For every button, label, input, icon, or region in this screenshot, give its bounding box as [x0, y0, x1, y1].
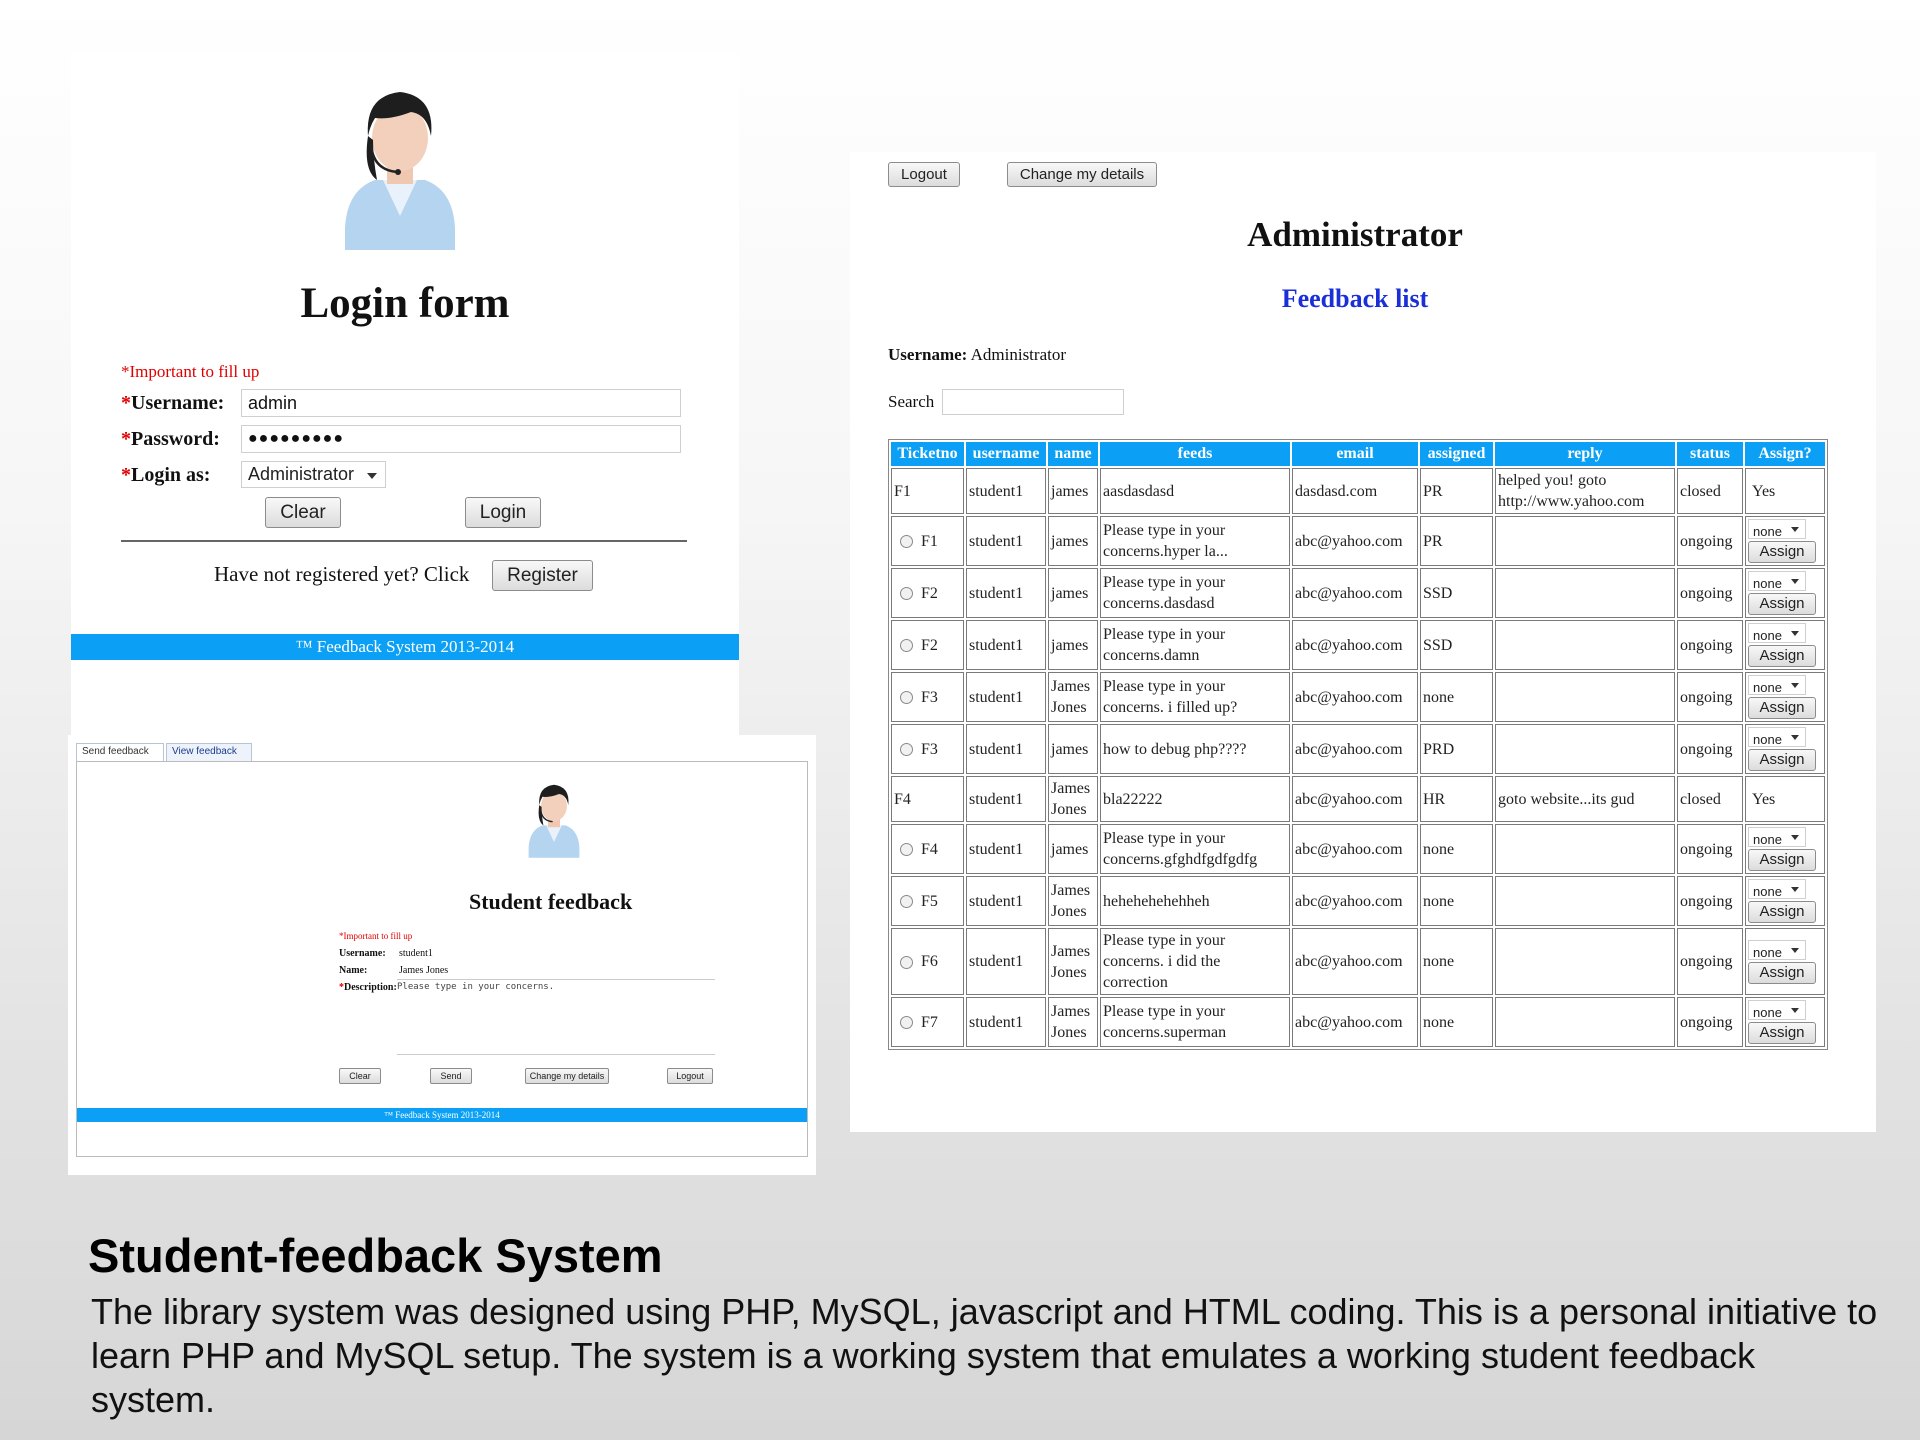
table-row	[891, 516, 1825, 566]
status-cell: closed	[1677, 468, 1743, 514]
assigned-cell: none	[1420, 824, 1493, 874]
feeds-cell: Please type in your concerns.superman	[1100, 997, 1290, 1047]
assign-button[interactable]: Assign	[1748, 593, 1816, 615]
table-row	[891, 568, 1825, 618]
assigned-cell: none	[1420, 876, 1493, 926]
table-row	[891, 928, 1825, 995]
footer-bar: ™ Feedback System 2013-2014	[77, 1108, 807, 1122]
assign-cell	[1745, 516, 1825, 566]
column-header: email	[1292, 442, 1418, 466]
email-cell: abc@yahoo.com	[1292, 876, 1418, 926]
status-cell: ongoing	[1677, 568, 1743, 618]
feeds-cell: Please type in your concerns. i did the correction	[1100, 928, 1290, 995]
email-cell: abc@yahoo.com	[1292, 516, 1418, 566]
assign-button[interactable]: Assign	[1748, 849, 1816, 871]
feeds-cell: Please type in your concerns.damn	[1100, 620, 1290, 670]
column-header: feeds	[1100, 442, 1290, 466]
row-select-radio[interactable]	[900, 956, 913, 969]
ticket-cell	[891, 824, 964, 874]
ticket-number: F4	[921, 840, 938, 858]
username-cell: student1	[966, 724, 1046, 774]
column-header: status	[1677, 442, 1743, 466]
tab-view-feedback[interactable]: View feedback	[166, 743, 252, 761]
username-cell: student1	[966, 997, 1046, 1047]
username-cell: student1	[966, 516, 1046, 566]
chevron-down-icon	[1791, 835, 1799, 840]
name-cell: james	[1048, 468, 1098, 514]
table-row	[891, 620, 1825, 670]
divider	[121, 540, 687, 542]
username-cell: student1	[966, 620, 1046, 670]
password-input[interactable]: ●●●●●●●●●	[241, 425, 681, 453]
login-panel	[71, 54, 739, 742]
feedback-table	[888, 439, 1828, 1050]
register-prompt: Have not registered yet? Click	[214, 562, 470, 586]
ticket-cell	[891, 724, 964, 774]
ticket-cell	[891, 620, 964, 670]
admin-panel	[850, 152, 1876, 1132]
name-cell: James Jones	[1048, 997, 1098, 1047]
assigned-cell: PR	[1420, 516, 1493, 566]
ticket-cell	[891, 516, 964, 566]
feeds-cell: how to debug php????	[1100, 724, 1290, 774]
ticket-number: F2	[921, 584, 938, 602]
name-value: James Jones	[399, 965, 449, 976]
search-input[interactable]	[942, 389, 1124, 415]
clear-button[interactable]: Clear	[339, 1068, 381, 1084]
table-row	[891, 468, 1825, 514]
clear-button[interactable]: Clear	[265, 497, 341, 528]
assign-select[interactable]	[1748, 675, 1806, 695]
status-cell: ongoing	[1677, 824, 1743, 874]
chevron-down-icon	[1791, 527, 1799, 532]
row-select-radio[interactable]	[900, 535, 913, 548]
username-label: *Username:	[121, 392, 225, 414]
reply-cell	[1495, 672, 1675, 722]
status-cell: ongoing	[1677, 724, 1743, 774]
table-row	[891, 672, 1825, 722]
assign-cell	[1745, 776, 1825, 822]
ticket-cell	[891, 468, 964, 514]
table-row	[891, 724, 1825, 774]
assigned-cell: PRD	[1420, 724, 1493, 774]
required-note: *Important to fill up	[121, 362, 260, 381]
column-header: Ticketno	[891, 442, 964, 466]
name-cell: james	[1048, 724, 1098, 774]
ticket-cell	[891, 928, 964, 995]
chevron-down-icon	[1791, 735, 1799, 740]
name-cell: james	[1048, 568, 1098, 618]
assign-button[interactable]: Assign	[1748, 541, 1816, 563]
register-button[interactable]: Register	[492, 560, 593, 591]
assign-cell	[1745, 824, 1825, 874]
support-agent-avatar-icon	[335, 78, 465, 250]
email-cell: dasdasd.com	[1292, 468, 1418, 514]
name-cell: James Jones	[1048, 672, 1098, 722]
row-select-radio[interactable]	[900, 895, 913, 908]
status-cell: ongoing	[1677, 620, 1743, 670]
table-row	[891, 876, 1825, 926]
name-cell: james	[1048, 516, 1098, 566]
ticket-number: F1	[921, 532, 938, 550]
logout-button[interactable]: Logout	[667, 1068, 713, 1084]
email-cell: abc@yahoo.com	[1292, 568, 1418, 618]
status-cell: ongoing	[1677, 672, 1743, 722]
page-title: Student feedback	[469, 889, 633, 914]
page-title: Administrator	[1247, 215, 1463, 254]
change-details-button[interactable]: Change my details	[525, 1068, 609, 1084]
page-title: Login form	[300, 280, 510, 327]
ticket-cell	[891, 568, 964, 618]
column-header: username	[966, 442, 1046, 466]
ticket-number: F1	[894, 482, 911, 500]
email-cell: abc@yahoo.com	[1292, 928, 1418, 995]
name-cell: james	[1048, 620, 1098, 670]
username-cell: student1	[966, 468, 1046, 514]
username-input[interactable]	[241, 389, 681, 417]
assign-cell	[1745, 928, 1825, 995]
feeds-cell: hehehehehehheh	[1100, 876, 1290, 926]
assign-select-value: none	[1753, 628, 1782, 643]
assigned-cell: none	[1420, 928, 1493, 995]
assign-button[interactable]: Assign	[1748, 645, 1816, 667]
feeds-cell: bla22222	[1100, 776, 1290, 822]
reply-cell	[1495, 516, 1675, 566]
change-details-button[interactable]: Change my details	[1007, 162, 1157, 187]
column-header: assigned	[1420, 442, 1493, 466]
table-row	[891, 824, 1825, 874]
assign-status: Yes	[1752, 482, 1776, 500]
feedback-list-heading: Feedback list	[1281, 284, 1429, 313]
assign-select-value: none	[1753, 1005, 1782, 1020]
reply-cell	[1495, 997, 1675, 1047]
column-header: Assign?	[1745, 442, 1825, 466]
search-label: Search	[888, 392, 935, 411]
reply-cell: helped you! goto http://www.yahoo.com	[1495, 468, 1675, 514]
assign-select[interactable]	[1748, 519, 1806, 539]
login-as-label: *Login as:	[121, 464, 211, 486]
assign-select[interactable]	[1748, 727, 1806, 747]
ticket-number: F3	[921, 688, 938, 706]
ticket-number: F3	[921, 740, 938, 758]
student-feedback-panel	[68, 735, 816, 1175]
row-select-radio[interactable]	[900, 691, 913, 704]
required-note: *Important to fill up	[339, 931, 413, 941]
assign-cell	[1745, 672, 1825, 722]
chevron-down-icon	[1791, 631, 1799, 636]
assign-select[interactable]	[1748, 940, 1806, 960]
assign-select-value: none	[1753, 832, 1782, 847]
email-cell: abc@yahoo.com	[1292, 724, 1418, 774]
assigned-cell: none	[1420, 997, 1493, 1047]
reply-cell	[1495, 620, 1675, 670]
description-textarea[interactable]: Please type in your concerns.	[397, 979, 715, 1055]
support-agent-avatar-icon	[524, 776, 584, 860]
caption-title: Student-feedback System	[88, 1229, 663, 1282]
ticket-number: F6	[921, 953, 938, 970]
column-header: reply	[1495, 442, 1675, 466]
chevron-down-icon	[1791, 579, 1799, 584]
ticket-number: F2	[921, 636, 938, 654]
assigned-cell: SSD	[1420, 568, 1493, 618]
feeds-cell: Please type in your concerns.hyper la...	[1100, 516, 1290, 566]
assign-select-value: none	[1753, 576, 1782, 591]
chevron-down-icon	[1791, 1008, 1799, 1013]
caption-description: The library system was designed using PHP, MySQL, javascript and HTML coding. This is a personal initiative to learn PHP and MySQL setup. The system is a working system that emulates a working student feedback system.	[91, 1291, 1878, 1420]
assign-button[interactable]: Assign	[1748, 962, 1816, 984]
chevron-down-icon	[1791, 887, 1799, 892]
assign-select[interactable]	[1748, 1000, 1806, 1020]
row-select-radio[interactable]	[900, 843, 913, 856]
email-cell: abc@yahoo.com	[1292, 997, 1418, 1047]
feeds-cell: Please type in your concerns.gfghdfgdfgdfg	[1100, 824, 1290, 874]
chevron-down-icon	[1791, 948, 1799, 953]
assign-select-value: none	[1753, 732, 1782, 747]
assign-button[interactable]: Assign	[1748, 697, 1816, 719]
status-cell: ongoing	[1677, 876, 1743, 926]
assign-button[interactable]: Assign	[1748, 1022, 1816, 1044]
status-cell: closed	[1677, 776, 1743, 822]
assign-select-value: none	[1753, 524, 1782, 539]
status-cell: ongoing	[1677, 516, 1743, 566]
name-cell: James Jones	[1048, 928, 1098, 995]
row-select-radio[interactable]	[900, 639, 913, 652]
name-cell: James Jones	[1048, 876, 1098, 926]
username-cell: student1	[966, 824, 1046, 874]
assign-cell	[1745, 568, 1825, 618]
tab-send-feedback[interactable]: Send feedback	[76, 743, 164, 761]
username-cell: student1	[966, 876, 1046, 926]
table-header-row	[891, 442, 1825, 466]
assign-select-value: none	[1753, 944, 1782, 960]
email-cell: abc@yahoo.com	[1292, 776, 1418, 822]
assign-cell	[1745, 997, 1825, 1047]
description-label: *Description:	[339, 982, 397, 993]
ticket-cell	[891, 776, 964, 822]
table-row	[891, 997, 1825, 1047]
username-cell: student1	[966, 928, 1046, 995]
email-cell: abc@yahoo.com	[1292, 824, 1418, 874]
assign-select-value: none	[1753, 680, 1782, 695]
row-select-radio[interactable]	[900, 1016, 913, 1029]
feeds-cell: aasdasdasd	[1100, 468, 1290, 514]
assign-select[interactable]	[1748, 571, 1806, 591]
status-cell: ongoing	[1677, 997, 1743, 1047]
ticket-cell	[891, 876, 964, 926]
name-cell: James Jones	[1048, 776, 1098, 822]
username-display: Username: Administrator	[888, 345, 1067, 364]
table-row	[891, 776, 1825, 822]
reply-cell	[1495, 724, 1675, 774]
column-header: name	[1048, 442, 1098, 466]
reply-cell	[1495, 824, 1675, 874]
ticket-cell	[891, 997, 964, 1047]
ticket-number: F4	[894, 790, 911, 808]
ticket-number: F7	[921, 1013, 938, 1031]
assign-cell	[1745, 468, 1825, 514]
login-as-select[interactable]: Administrator	[241, 461, 386, 488]
assign-select-value: none	[1753, 884, 1782, 899]
assign-select[interactable]	[1748, 879, 1806, 899]
ticket-number: F5	[921, 892, 938, 910]
username-label: Username:	[339, 948, 386, 959]
username-cell: student1	[966, 568, 1046, 618]
assign-button[interactable]: Assign	[1748, 901, 1816, 923]
username-cell: student1	[966, 776, 1046, 822]
row-select-radio[interactable]	[900, 743, 913, 756]
logout-button[interactable]: Logout	[888, 162, 960, 187]
status-cell: ongoing	[1677, 928, 1743, 995]
assign-cell	[1745, 620, 1825, 670]
email-cell: abc@yahoo.com	[1292, 620, 1418, 670]
username-value: student1	[399, 948, 433, 959]
chevron-down-icon	[1791, 683, 1799, 688]
assign-cell	[1745, 724, 1825, 774]
footer-bar: ™ Feedback System 2013-2014	[71, 634, 739, 660]
ticket-cell	[891, 672, 964, 722]
assigned-cell: HR	[1420, 776, 1493, 822]
assign-cell	[1745, 876, 1825, 926]
row-select-radio[interactable]	[900, 587, 913, 600]
feeds-cell: Please type in your concerns. i filled up?	[1100, 672, 1290, 722]
reply-cell	[1495, 568, 1675, 618]
name-cell: james	[1048, 824, 1098, 874]
assign-button[interactable]: Assign	[1748, 749, 1816, 771]
username-cell: student1	[966, 672, 1046, 722]
assigned-cell: none	[1420, 672, 1493, 722]
assign-select[interactable]	[1748, 827, 1806, 847]
reply-cell	[1495, 876, 1675, 926]
assigned-cell: SSD	[1420, 620, 1493, 670]
send-button[interactable]: Send	[430, 1068, 472, 1084]
password-label: *Password:	[121, 428, 220, 450]
feeds-cell: Please type in your concerns.dasdasd	[1100, 568, 1290, 618]
assign-status: Yes	[1752, 790, 1776, 808]
chevron-down-icon	[367, 473, 377, 479]
email-cell: abc@yahoo.com	[1292, 672, 1418, 722]
assign-select[interactable]	[1748, 623, 1806, 643]
student-form-frame	[76, 761, 808, 1157]
name-label: Name:	[339, 965, 368, 976]
reply-cell: goto website...its gud	[1495, 776, 1675, 822]
login-button[interactable]: Login	[465, 497, 541, 528]
reply-cell	[1495, 928, 1675, 995]
assigned-cell: PR	[1420, 468, 1493, 514]
